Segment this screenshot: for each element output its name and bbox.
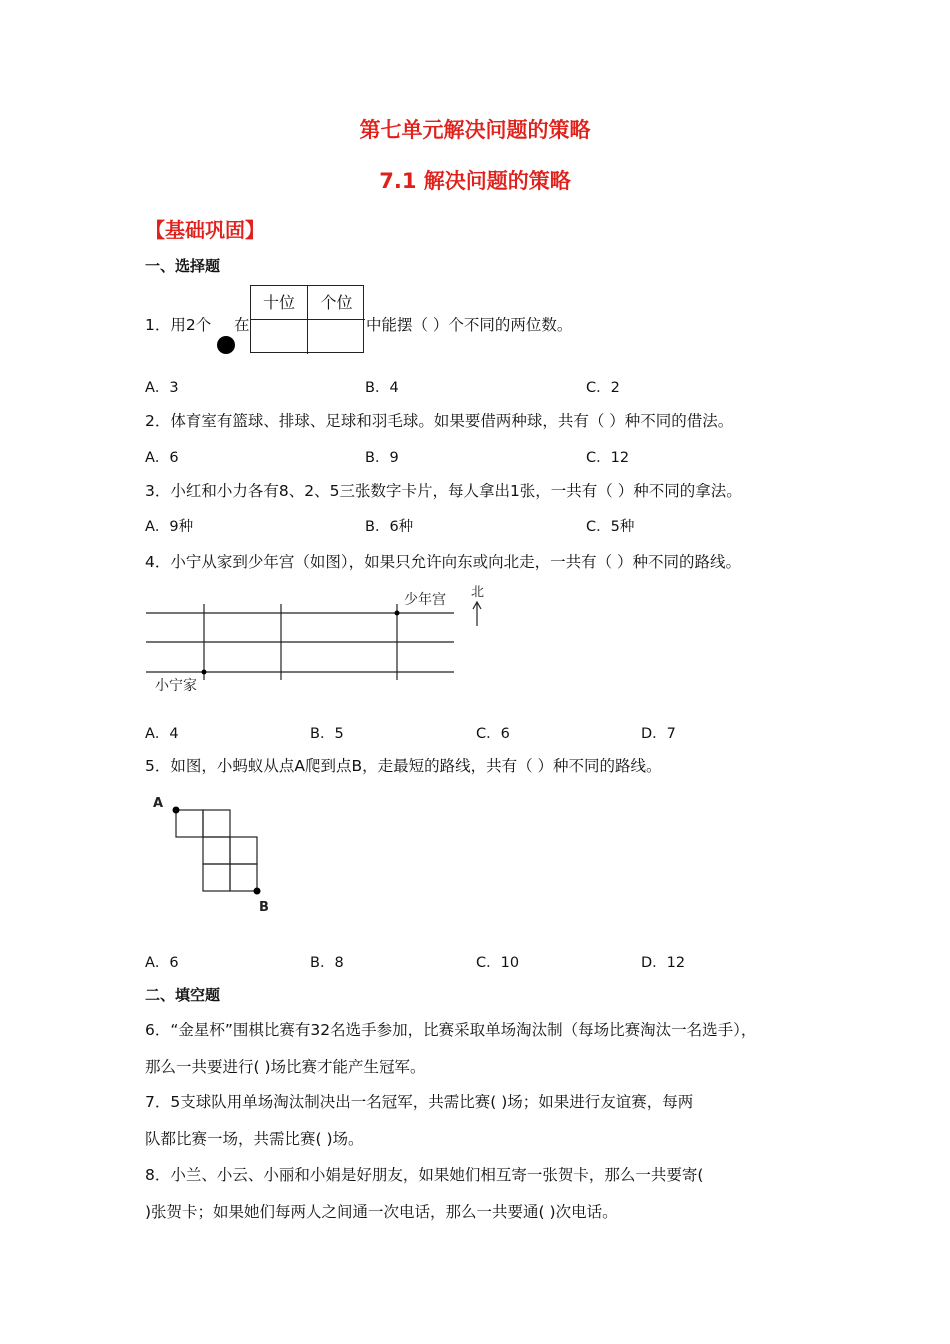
table-header-tens: 十位 bbox=[251, 286, 308, 320]
home-point bbox=[202, 670, 207, 675]
q4-text: 4．小宁从家到少年宫（如图），如果只允许向东或向北走，一共有（ ）种不同的路线。 bbox=[145, 553, 742, 571]
q2-text: 2．体育室有篮球、排球、足球和羽毛球。如果要借两种球，共有（ ）种不同的借法。 bbox=[145, 412, 734, 430]
q8-line2: )张贺卡；如果她们每两人之间通一次电话，那么一共要通( )次电话。 bbox=[145, 1203, 618, 1221]
q3-text: 3．小红和小力各有8、2、5三张数字卡片，每人拿出1张，一共有（ ）种不同的拿法。 bbox=[145, 482, 742, 500]
q7-line1: 7．5支球队用单场淘汰制决出一名冠军，共需比赛( )场；如果进行友谊赛，每两 bbox=[145, 1093, 694, 1111]
grid-square bbox=[230, 864, 257, 891]
q5-option-b: B．8 bbox=[310, 955, 344, 971]
point-b bbox=[254, 888, 261, 895]
grid-square bbox=[203, 810, 230, 837]
q1-option-a: A．3 bbox=[145, 380, 179, 396]
q7-line2: 队都比赛一场，共需比赛( )场。 bbox=[145, 1130, 364, 1148]
q2-option-b: B．9 bbox=[365, 450, 399, 466]
q6-line1: 6．“金星杯”围棋比赛有32名选手参加，比赛采取单场淘汰制（每场比赛淘汰一名选手）， bbox=[145, 1021, 757, 1039]
label-home: 小宁家 bbox=[155, 678, 197, 694]
q5-option-d: D．12 bbox=[641, 955, 686, 971]
label-b: B bbox=[259, 900, 269, 915]
black-dot-icon bbox=[217, 336, 235, 354]
q5-option-c: C．10 bbox=[476, 955, 520, 971]
q4-option-d: D．7 bbox=[641, 726, 676, 742]
q8-line1: 8．小兰、小云、小丽和小娟是好朋友，如果她们相互寄一张贺卡，那么一共要寄( bbox=[145, 1166, 704, 1184]
q1-text-mid: 在 bbox=[234, 316, 250, 334]
q5-option-a: A．6 bbox=[145, 955, 179, 971]
palace-point bbox=[395, 611, 400, 616]
q1-text-post: 中能摆（ ）个不同的两位数。 bbox=[366, 316, 573, 334]
page-title: 第七单元解决问题的策略 bbox=[359, 118, 591, 142]
q2-option-a: A．6 bbox=[145, 450, 179, 466]
section-heading-basic: 【基础巩固】 bbox=[145, 218, 265, 242]
part2-heading: 二、填空题 bbox=[145, 986, 221, 1004]
street-map-figure bbox=[140, 578, 500, 698]
grid-square bbox=[203, 864, 230, 891]
q3-option-c: C．5种 bbox=[586, 519, 635, 535]
part1-heading: 一、选择题 bbox=[145, 257, 221, 275]
label-north: 北 bbox=[471, 585, 485, 600]
q5-text: 5．如图，小蚂蚁从点A爬到点B，走最短的路线，共有（ ）种不同的路线。 bbox=[145, 757, 662, 775]
table-cell-empty bbox=[251, 320, 308, 354]
q4-option-b: B．5 bbox=[310, 726, 344, 742]
grid-square bbox=[203, 837, 230, 864]
grid-square bbox=[230, 837, 257, 864]
point-a bbox=[173, 807, 180, 814]
q3-option-a: A．9种 bbox=[145, 519, 194, 535]
table-cell-empty bbox=[308, 320, 365, 354]
grid-square bbox=[176, 810, 203, 837]
q2-option-c: C．12 bbox=[586, 450, 630, 466]
label-a: A bbox=[153, 796, 164, 811]
q1-option-b: B．4 bbox=[365, 380, 399, 396]
q4-option-c: C．6 bbox=[476, 726, 510, 742]
q1-option-c: C．2 bbox=[586, 380, 620, 396]
label-palace: 少年宫 bbox=[404, 592, 446, 608]
place-value-table bbox=[250, 285, 364, 353]
table-header-ones: 个位 bbox=[308, 286, 365, 320]
q4-option-a: A．4 bbox=[145, 726, 179, 742]
ant-grid-figure bbox=[145, 790, 285, 920]
q6-line2: 那么一共要进行( )场比赛才能产生冠军。 bbox=[145, 1058, 426, 1076]
q3-option-b: B．6种 bbox=[365, 519, 414, 535]
q1-text-pre: 1．用2个 bbox=[145, 316, 212, 334]
page-subtitle: 7.1 解决问题的策略 bbox=[379, 169, 571, 193]
